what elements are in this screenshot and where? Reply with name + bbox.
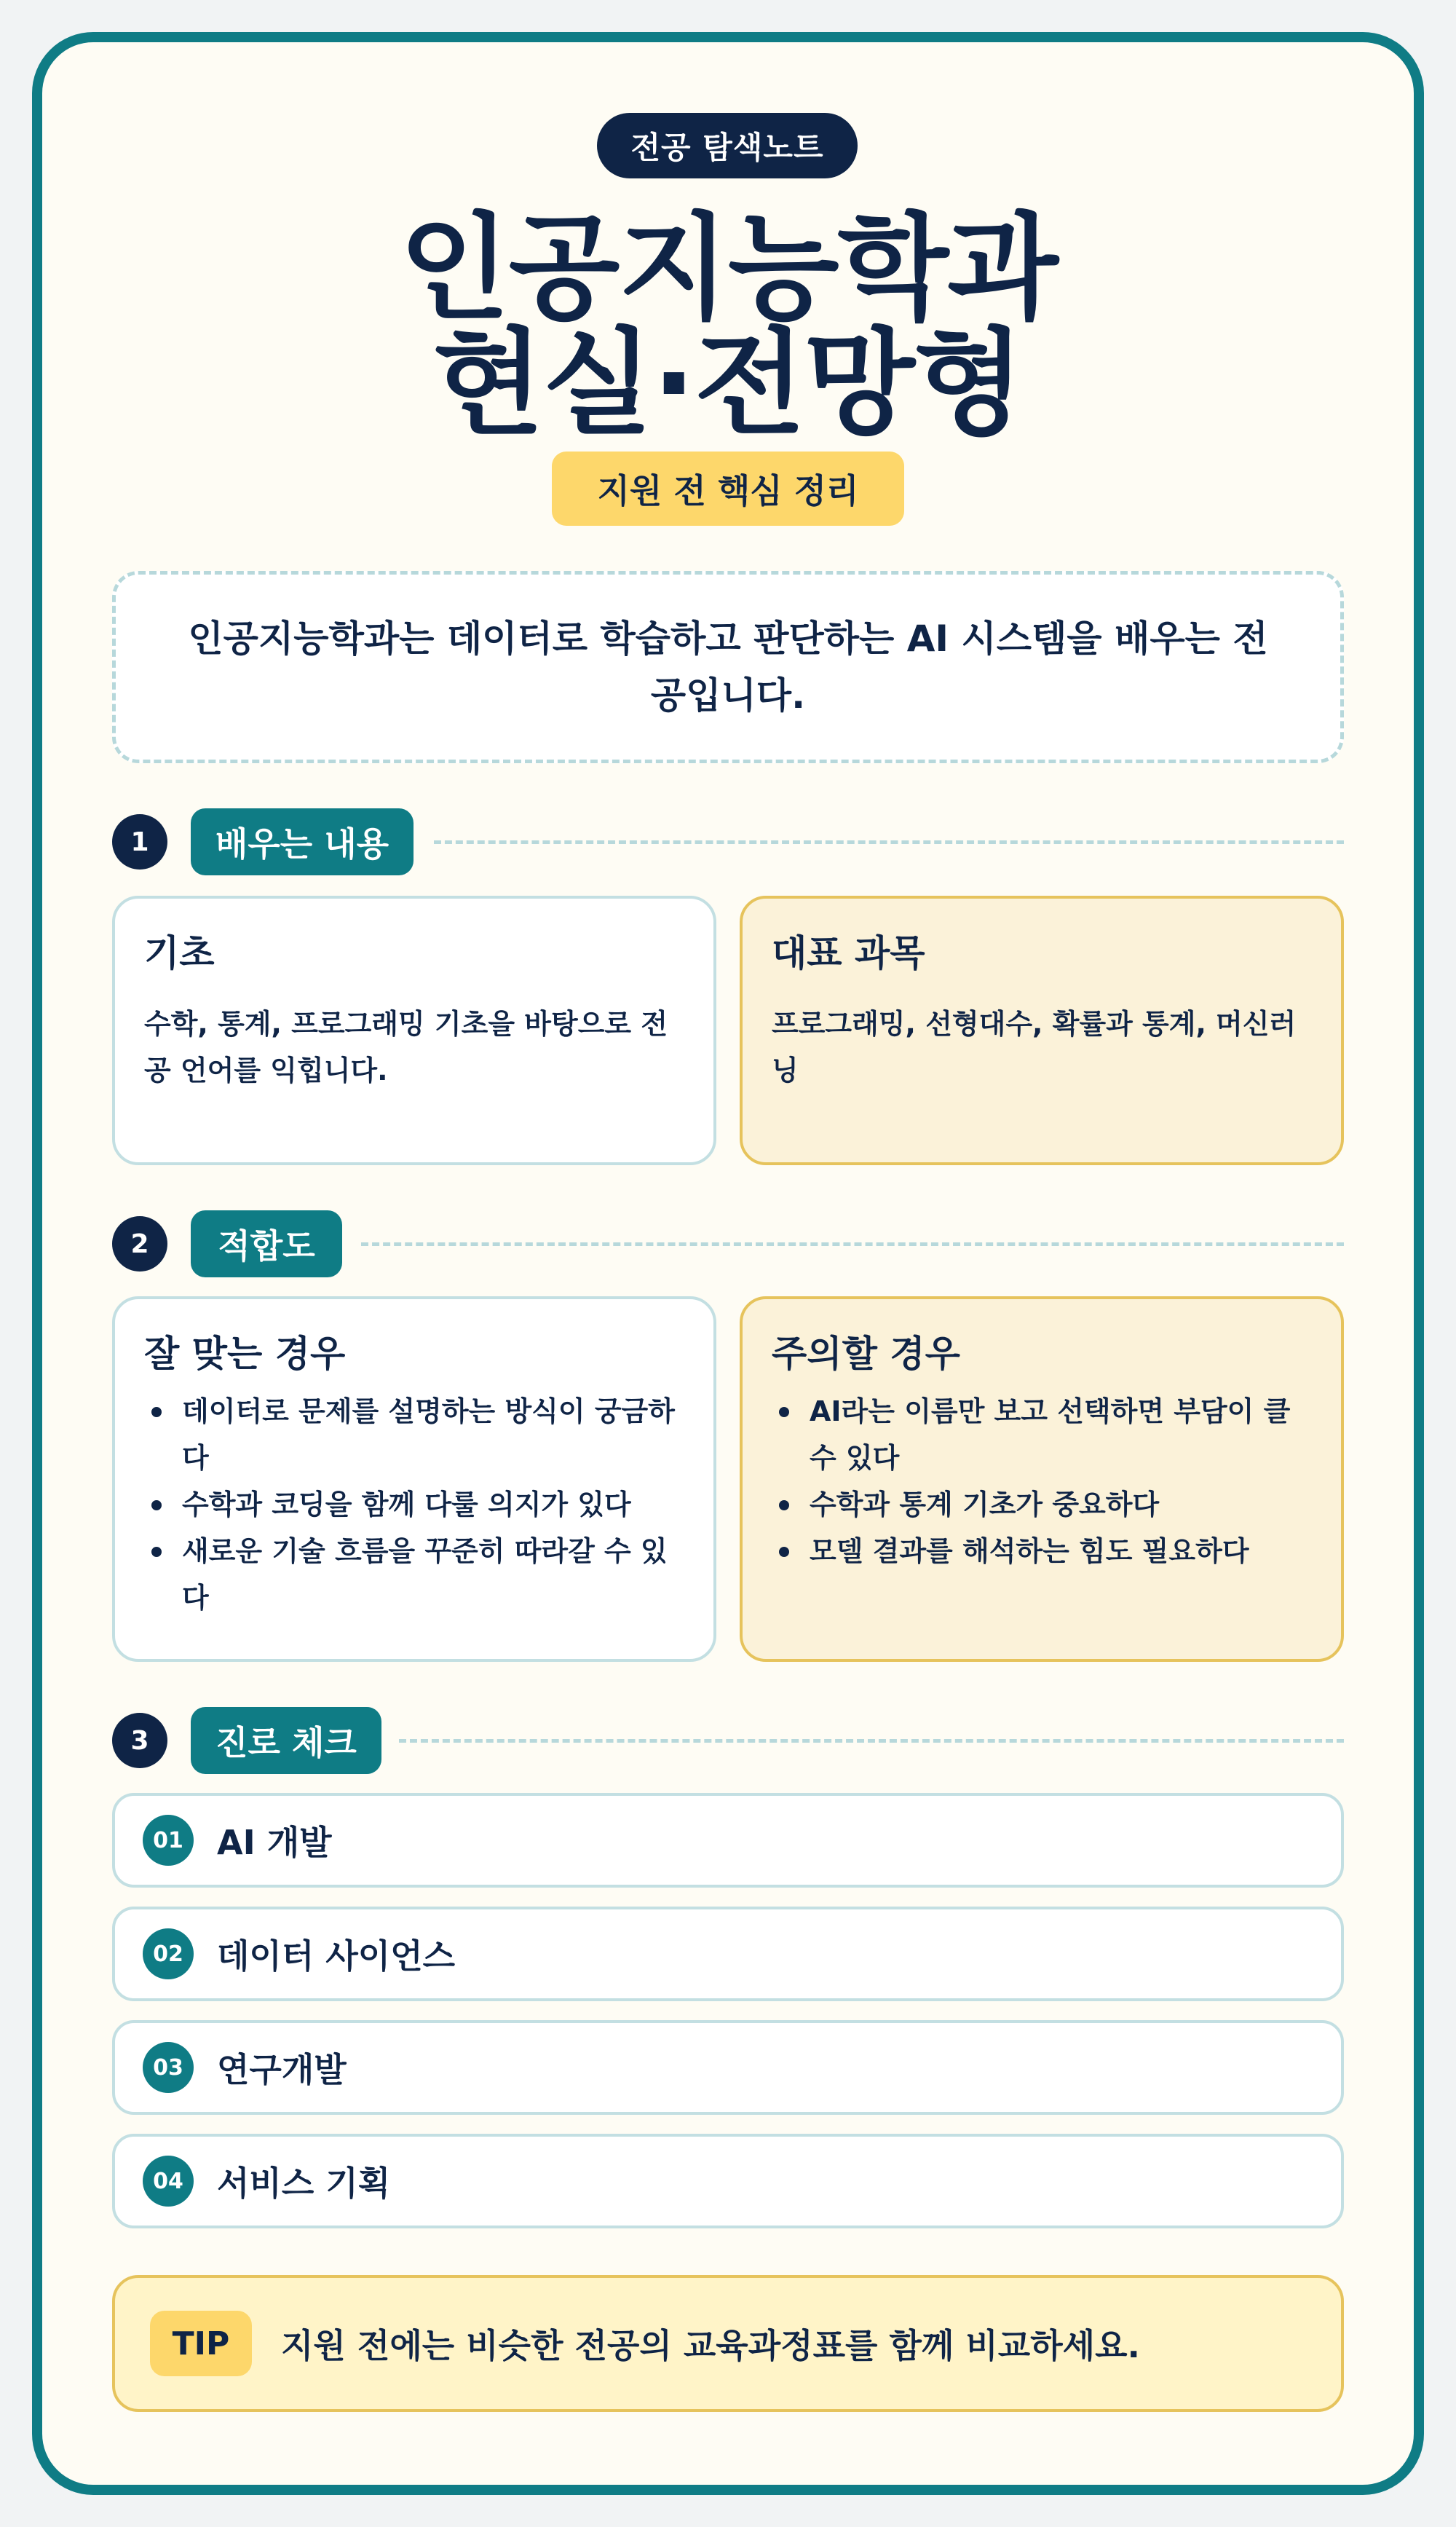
- career-label: 연구개발: [217, 2050, 347, 2089]
- section-1-divider: [434, 840, 1344, 844]
- list-item: 새로운 기술 흐름을 꾸준히 따라갈 수 있다: [144, 1528, 684, 1621]
- tip-text: 지원 전에는 비슷한 전공의 교육과정표를 함께 비교하세요.: [281, 2326, 1141, 2365]
- section-2-label: 적합도: [191, 1210, 342, 1277]
- career-item-rnd: [112, 2020, 1344, 2115]
- card-courses: [740, 896, 1344, 1165]
- career-label: 데이터 사이언스: [217, 1936, 456, 1976]
- career-number-badge: 04: [143, 2156, 194, 2207]
- card-good-fit: [112, 1296, 716, 1662]
- list-item: 수학과 통계 기초가 중요하다: [772, 1481, 1312, 1528]
- list-item: 데이터로 문제를 설명하는 방식이 궁금하다: [144, 1388, 684, 1481]
- career-item-data-science: [112, 1907, 1344, 2001]
- section-2-number: 2: [112, 1216, 167, 1272]
- list-item: AI라는 이름만 보고 선택하면 부담이 클 수 있다: [772, 1388, 1312, 1481]
- card-caution: [740, 1296, 1344, 1662]
- section-3-divider: [399, 1739, 1344, 1743]
- tip-badge: TIP: [150, 2311, 252, 2376]
- career-label: AI 개발: [217, 1823, 332, 1862]
- section-3-number: 3: [112, 1713, 167, 1768]
- card-basics: [112, 896, 716, 1165]
- page-subtitle: 지원 전 핵심 정리: [552, 452, 904, 526]
- section-1-number: 1: [112, 814, 167, 870]
- career-item-ai-dev: [112, 1793, 1344, 1888]
- caution-list: [772, 1388, 1312, 1574]
- card-courses-title: 대표 과목: [772, 932, 925, 974]
- page-title-line2: 현실·전망형: [432, 317, 1024, 451]
- card-basics-title: 기초: [144, 932, 215, 974]
- list-item: 수학과 코딩을 함께 다룰 의지가 있다: [144, 1481, 684, 1528]
- page-title-line1: 인공지능학과: [399, 202, 1057, 336]
- career-label: 서비스 기획: [217, 2164, 391, 2203]
- intro-box: [112, 571, 1344, 763]
- section-1-label: 배우는 내용: [191, 808, 414, 875]
- good-fit-list: [144, 1388, 684, 1621]
- career-number-badge: 02: [143, 1928, 194, 1979]
- intro-text: 인공지능학과는 데이터로 학습하고 판단하는 AI 시스템을 배우는 전공입니다.: [188, 618, 1268, 717]
- card-caution-title: 주의할 경우: [772, 1333, 960, 1375]
- career-number-badge: 01: [143, 1815, 194, 1866]
- list-item: 모델 결과를 해석하는 힘도 필요하다: [772, 1528, 1312, 1574]
- card-good-fit-title: 잘 맞는 경우: [144, 1333, 346, 1375]
- section-2-divider: [361, 1242, 1344, 1246]
- tip-box: [112, 2275, 1344, 2412]
- card-basics-body: 수학, 통계, 프로그래밍 기초을 바탕으로 전공 언어를 익힙니다.: [144, 1008, 668, 1087]
- career-item-service-planning: [112, 2134, 1344, 2228]
- card-courses-body: 프로그래밍, 선형대수, 확률과 통계, 머신러닝: [772, 1008, 1297, 1087]
- header-badge: 전공 탐색노트: [597, 113, 858, 178]
- section-3-label: 진로 체크: [191, 1707, 381, 1774]
- career-number-badge: 03: [143, 2042, 194, 2093]
